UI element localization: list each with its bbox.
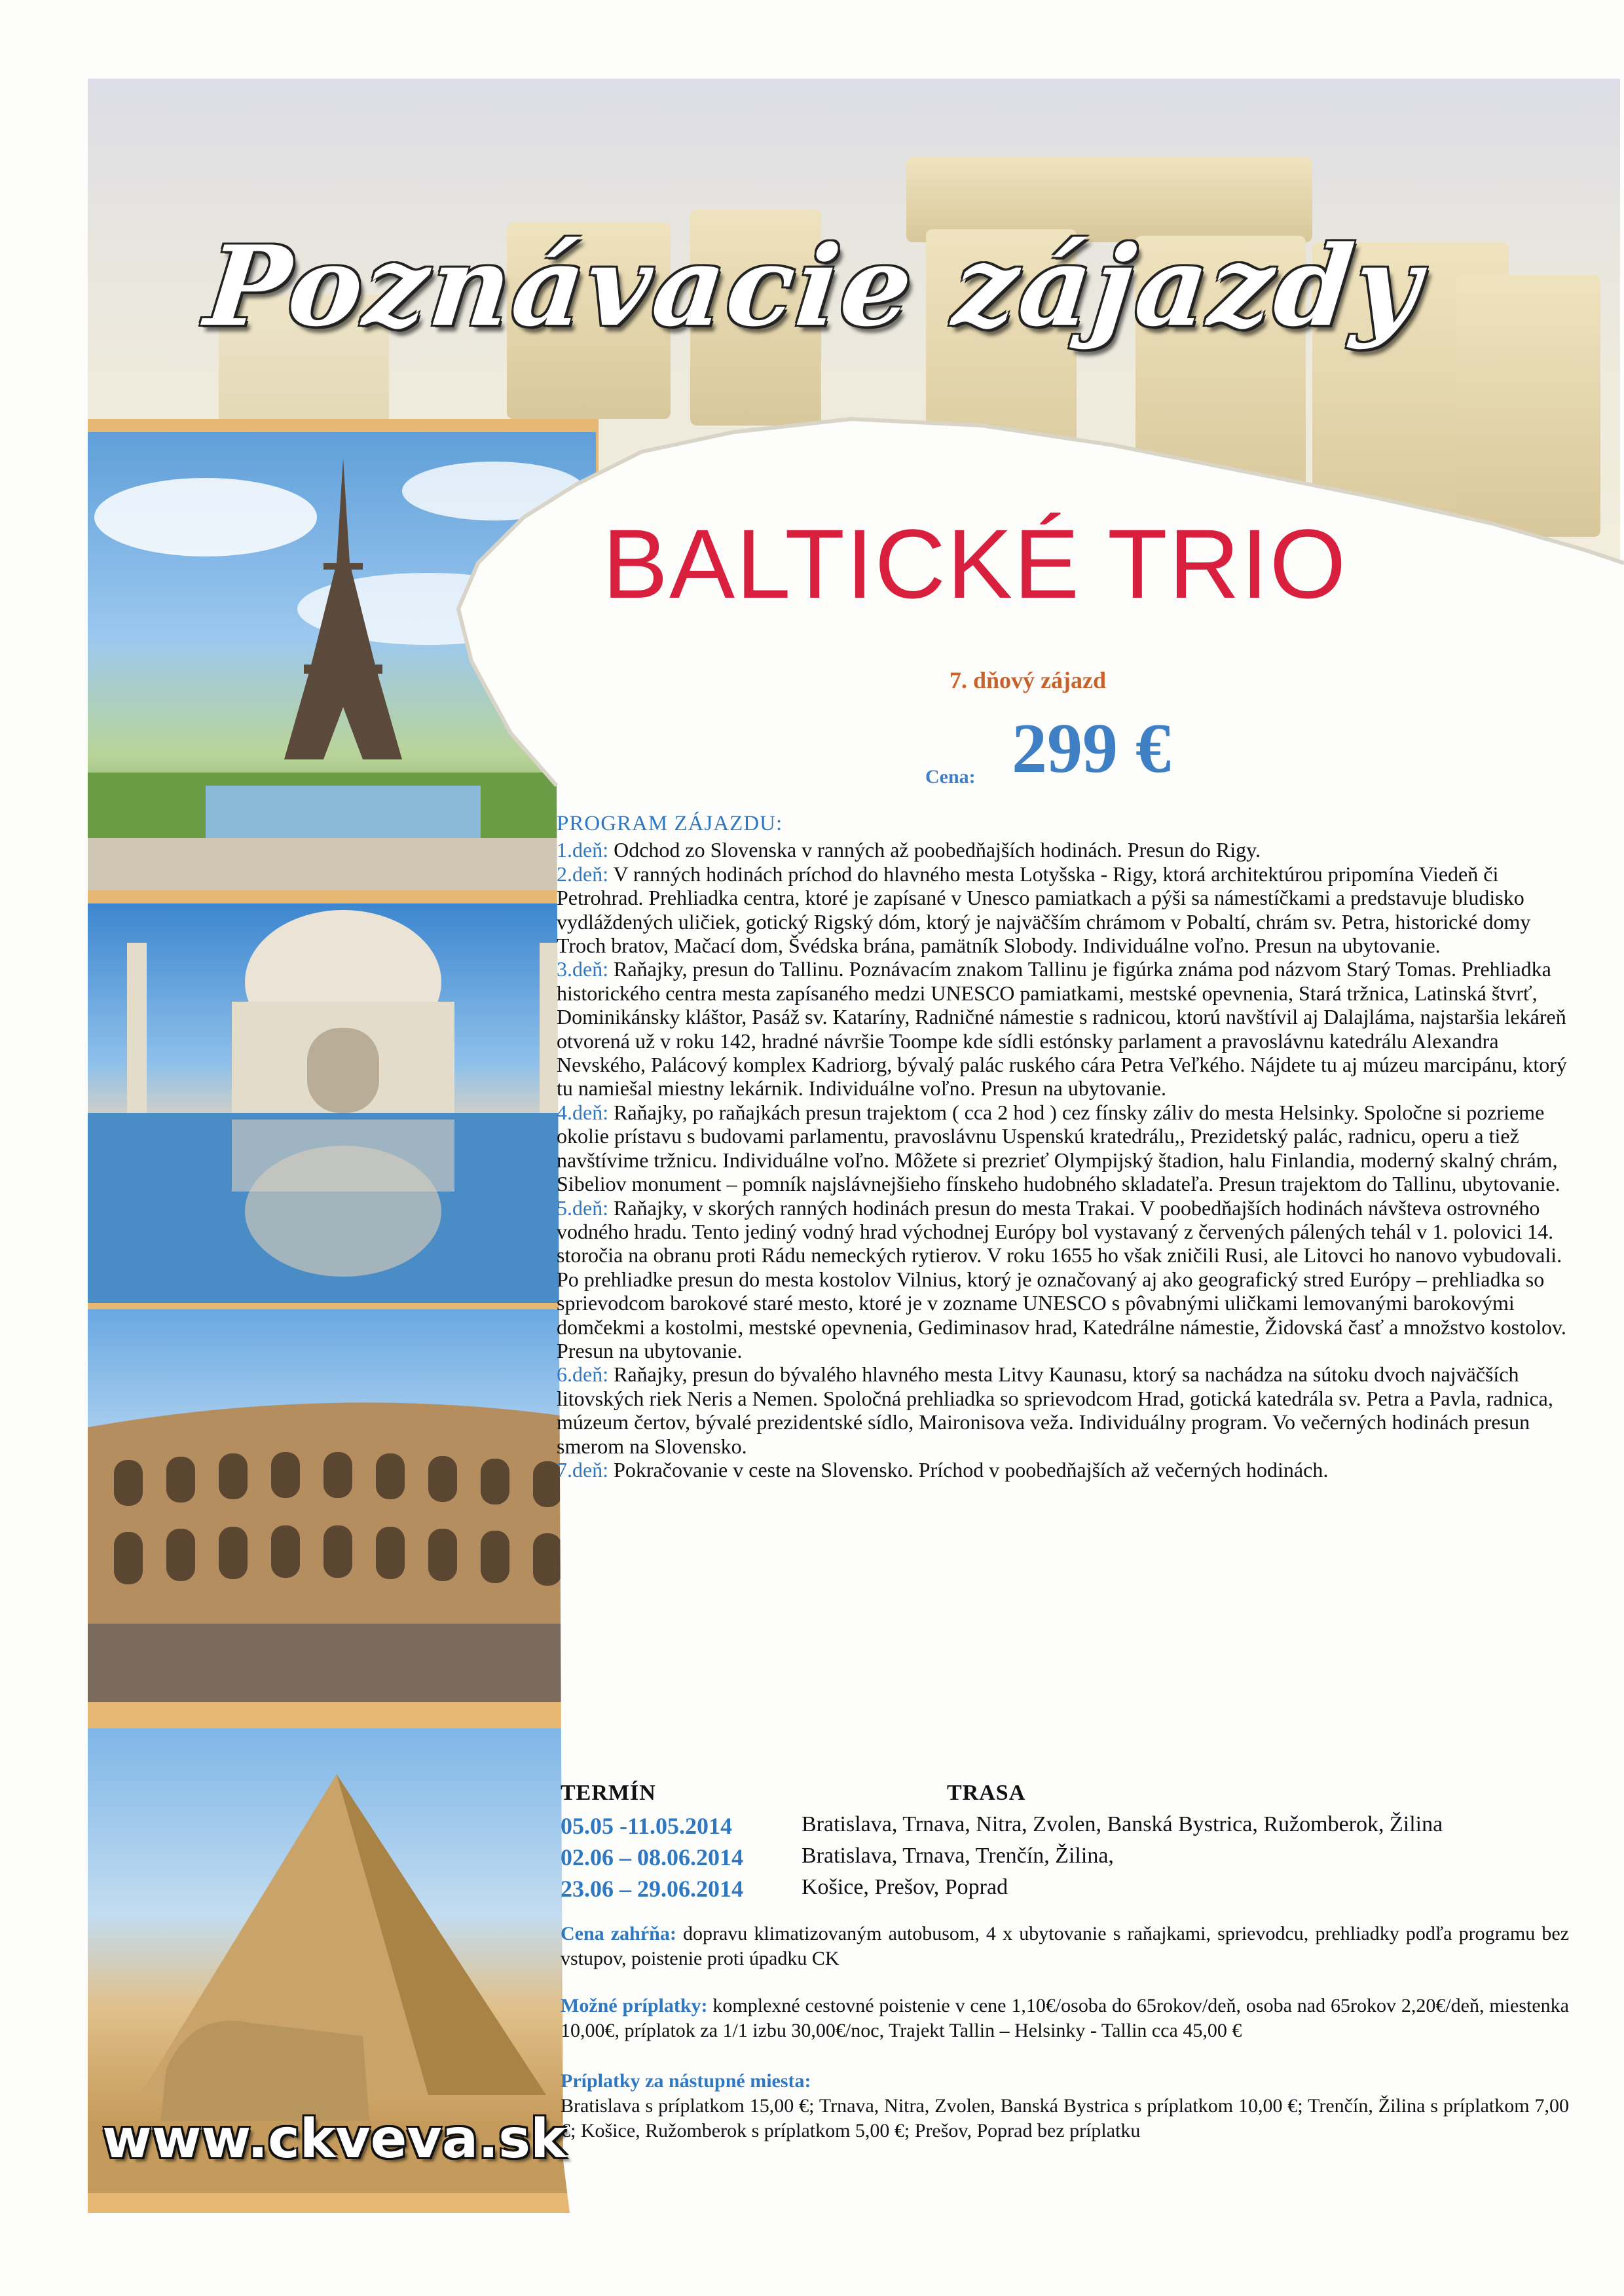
day-text: Raňajky, v skorých ranných hodinách presun do mesta Trakai. V poobedňajších hodinách návšteva ostrovného vodného hradu. Tento jediný vodný hrad východnej Európy bol vystavaný z červených pálených tehál v 1. polovici 14. storočia na obranu proti Rádu nemeckých rytierov. V roku 1655 ho však zničili Rusi, ale Litovci ho nanovo vybudovali. Po prehliadke presun do mesta kostolov Vilnius, ktorý je označovaný aj ako geografický stred Európy – prehliadka so sprievodcom barokové staré mesto, ktoré je v zozname UNESCO s pôvabnými uličkami lemovanými barokovými domčekmi a kostolmi, mestské opevnenia, Gediminasov hrad, Katedrálne námestie, Židovská časť a množstvo kostolov. Presun na ubytovanie. (557, 1195, 1566, 1362)
program-day (557, 1196, 1578, 1363)
program-section (557, 812, 1578, 1482)
day-text: Raňajky, presun do bývalého hlavného mesta Litvy Kaunasu, ktorý sa nachádza na sútoku dvoch najväčších litovských riek Neris a Nemen. Spoločná prehliadka so sprievodcom Hrad, gotická katedrála sv. Petra a Pavla, radnica, múzeum čertov, bývalé prezidentské sídlo, Maironisova veža. Individuálny program. Vo večerných hodinách presun smerom na Slovensko. (557, 1362, 1553, 1458)
note-text: komplexné cestovné poistenie v cene 1,10€/osoba do 65rokov/deň, osoba nad 65rokov 2,20€/deň, miestenka 10,00€, príplatok za 1/1 izbu 30,00€/noc, Trajekt Tallin – Helsinky - Tallin cca 45,00 € (561, 1995, 1570, 2041)
note-label: Príplatky za nástupné miesta: (561, 2070, 811, 2092)
price-includes-note (561, 1922, 1569, 1971)
tour-title: BALTICKÉ TRIO (602, 509, 1348, 619)
schedule-route: Bratislava, Trnava, Nitra, Zvolen, Banská Bystrica, Ružomberok, Žilina (802, 1812, 1443, 1836)
day-label: 5.deň: (557, 1195, 609, 1220)
program-day (557, 862, 1578, 958)
day-text: Odchod zo Slovenska v ranných až poobedňajších hodinách. Presun do Rigy. (614, 838, 1261, 862)
schedule-row (561, 1844, 1582, 1874)
price-label: Cena: (925, 766, 976, 788)
note-text: dopravu klimatizovaným autobusom, 4 x ubytovanie s raňajkami, sprievodcu, prehliadky podľa programu bez vstupov, poistenie proti úpadku CK (561, 1923, 1570, 1969)
website-url[interactable]: www.ckveva.sk (102, 2108, 566, 2170)
day-label: 4.deň: (557, 1100, 609, 1124)
note-label: Cena zahŕňa: (561, 1923, 676, 1944)
schedule-route: Bratislava, Trnava, Trenčín, Žilina, (802, 1844, 1114, 1868)
tour-duration: 7. dňový zájazd (950, 667, 1107, 693)
extras-note (561, 1994, 1569, 2043)
day-text: Raňajky, po raňajkách presun trajektom ( cca 2 hod ) cez fínsky záliv do mesta Helsinky. Spoločne si pozrieme okolie prístavu s budovami parlamentu, pravoslávnu Uspenskú kratedrálu,, Prezidetský palác, radnicu, operu a tiež navštívime tržnicu. Individuálne voľno. Môžete si prezrieť Olympijský štadion, halu Finlandia, moderný skalný chrám, Sibeliov monument – pomník najslávnejšieho fínskeho hudobného skladateľa. Presun trajektom do Tallinu, ubytovanie. (557, 1100, 1560, 1196)
program-heading: PROGRAM ZÁJAZDU: (557, 812, 783, 835)
program-day (557, 838, 1578, 862)
program-day (557, 957, 1578, 1100)
note-text: Bratislava s príplatkom 15,00 €; Trnava, Nitra, Zvolen, Banská Bystrica s príplatkom 10,00 €; Trenčín, Žilina s príplatkom 7,00 €; Košice, Ružomberok s príplatkom 5,00 €; Prešov, Poprad bez príplatku (561, 2095, 1569, 2141)
route-header: TRASA (947, 1781, 1026, 1805)
schedule-row (561, 1875, 1582, 1905)
day-label: 7.deň: (557, 1457, 609, 1482)
day-text: Pokračovanie v ceste na Slovensko. Príchod v poobedňajších až večerných hodinách. (614, 1457, 1329, 1482)
program-day (557, 1101, 1578, 1196)
series-title: Poznávacie zájazdy (200, 221, 1429, 351)
day-label: 1.deň: (557, 838, 609, 862)
day-text: Raňajky, presun do Tallinu. Poznávacím znakom Tallinu je figúrka známa pod názvom Starý Tomas. Prehliadka historického centra mesta zapísaného medzi UNESCO pamiatkami, mestské opevnenia, Stará tržnica, Latinská štvrť, Dominikánsky kláštor, Pasáž sv. Kataríny, Radničné námestie s radnicou, ktorú navštívil aj Dalajláma, najstaršia lekáreň otvorená už v roku 142, hradné návršie Toompe kde sídli estónsky parlament a pravoslávnu katedrálu Alexandra Nevského, Palácový komplex Kadriorg, bývalý palác ruského cára Petra Veľkého. Nájdete tu aj múzeu marcipánu, ktorý tu namiešal miestny lekárnik. Individuálne voľno. Presun na ubytovanie. (557, 957, 1567, 1101)
schedule-dates: 02.06 – 08.06.2014 (561, 1844, 743, 1870)
day-label: 2.deň: (557, 862, 609, 886)
day-label: 6.deň: (557, 1362, 609, 1387)
schedule-dates: 05.05 -11.05.2014 (561, 1813, 733, 1839)
program-day (557, 1458, 1578, 1482)
schedule-row (561, 1812, 1582, 1842)
term-header: TERMÍN (561, 1781, 656, 1805)
note-label: Možné príplatky: (561, 1995, 708, 2016)
day-label: 3.deň: (557, 957, 609, 981)
schedule-route: Košice, Prešov, Poprad (802, 1875, 1008, 1899)
program-day (557, 1362, 1578, 1458)
price-value: 299 € (1012, 710, 1171, 788)
schedule-dates: 23.06 – 29.06.2014 (561, 1876, 743, 1902)
boarding-surcharges-note (561, 2069, 1569, 2143)
day-text: V ranných hodinách príchod do hlavného mesta Lotyšska - Rigy, ktorá architektúrou pripomína Viedeň či Petrohrad. Prehliadka centra, ktoré je zapísané v Unesco pamiatkach a pýši sa námestíčkami a predstavuje bludisko vydláždených uličiek, gotický Rigský dóm, ktorý je najväčším chrámom v Pobaltí, chrám sv. Petra, historické domy Troch bratov, Mačací dom, Švédska brána, pamätník Slobody. Individuálne voľno. Presun na ubytovanie. (557, 862, 1531, 958)
